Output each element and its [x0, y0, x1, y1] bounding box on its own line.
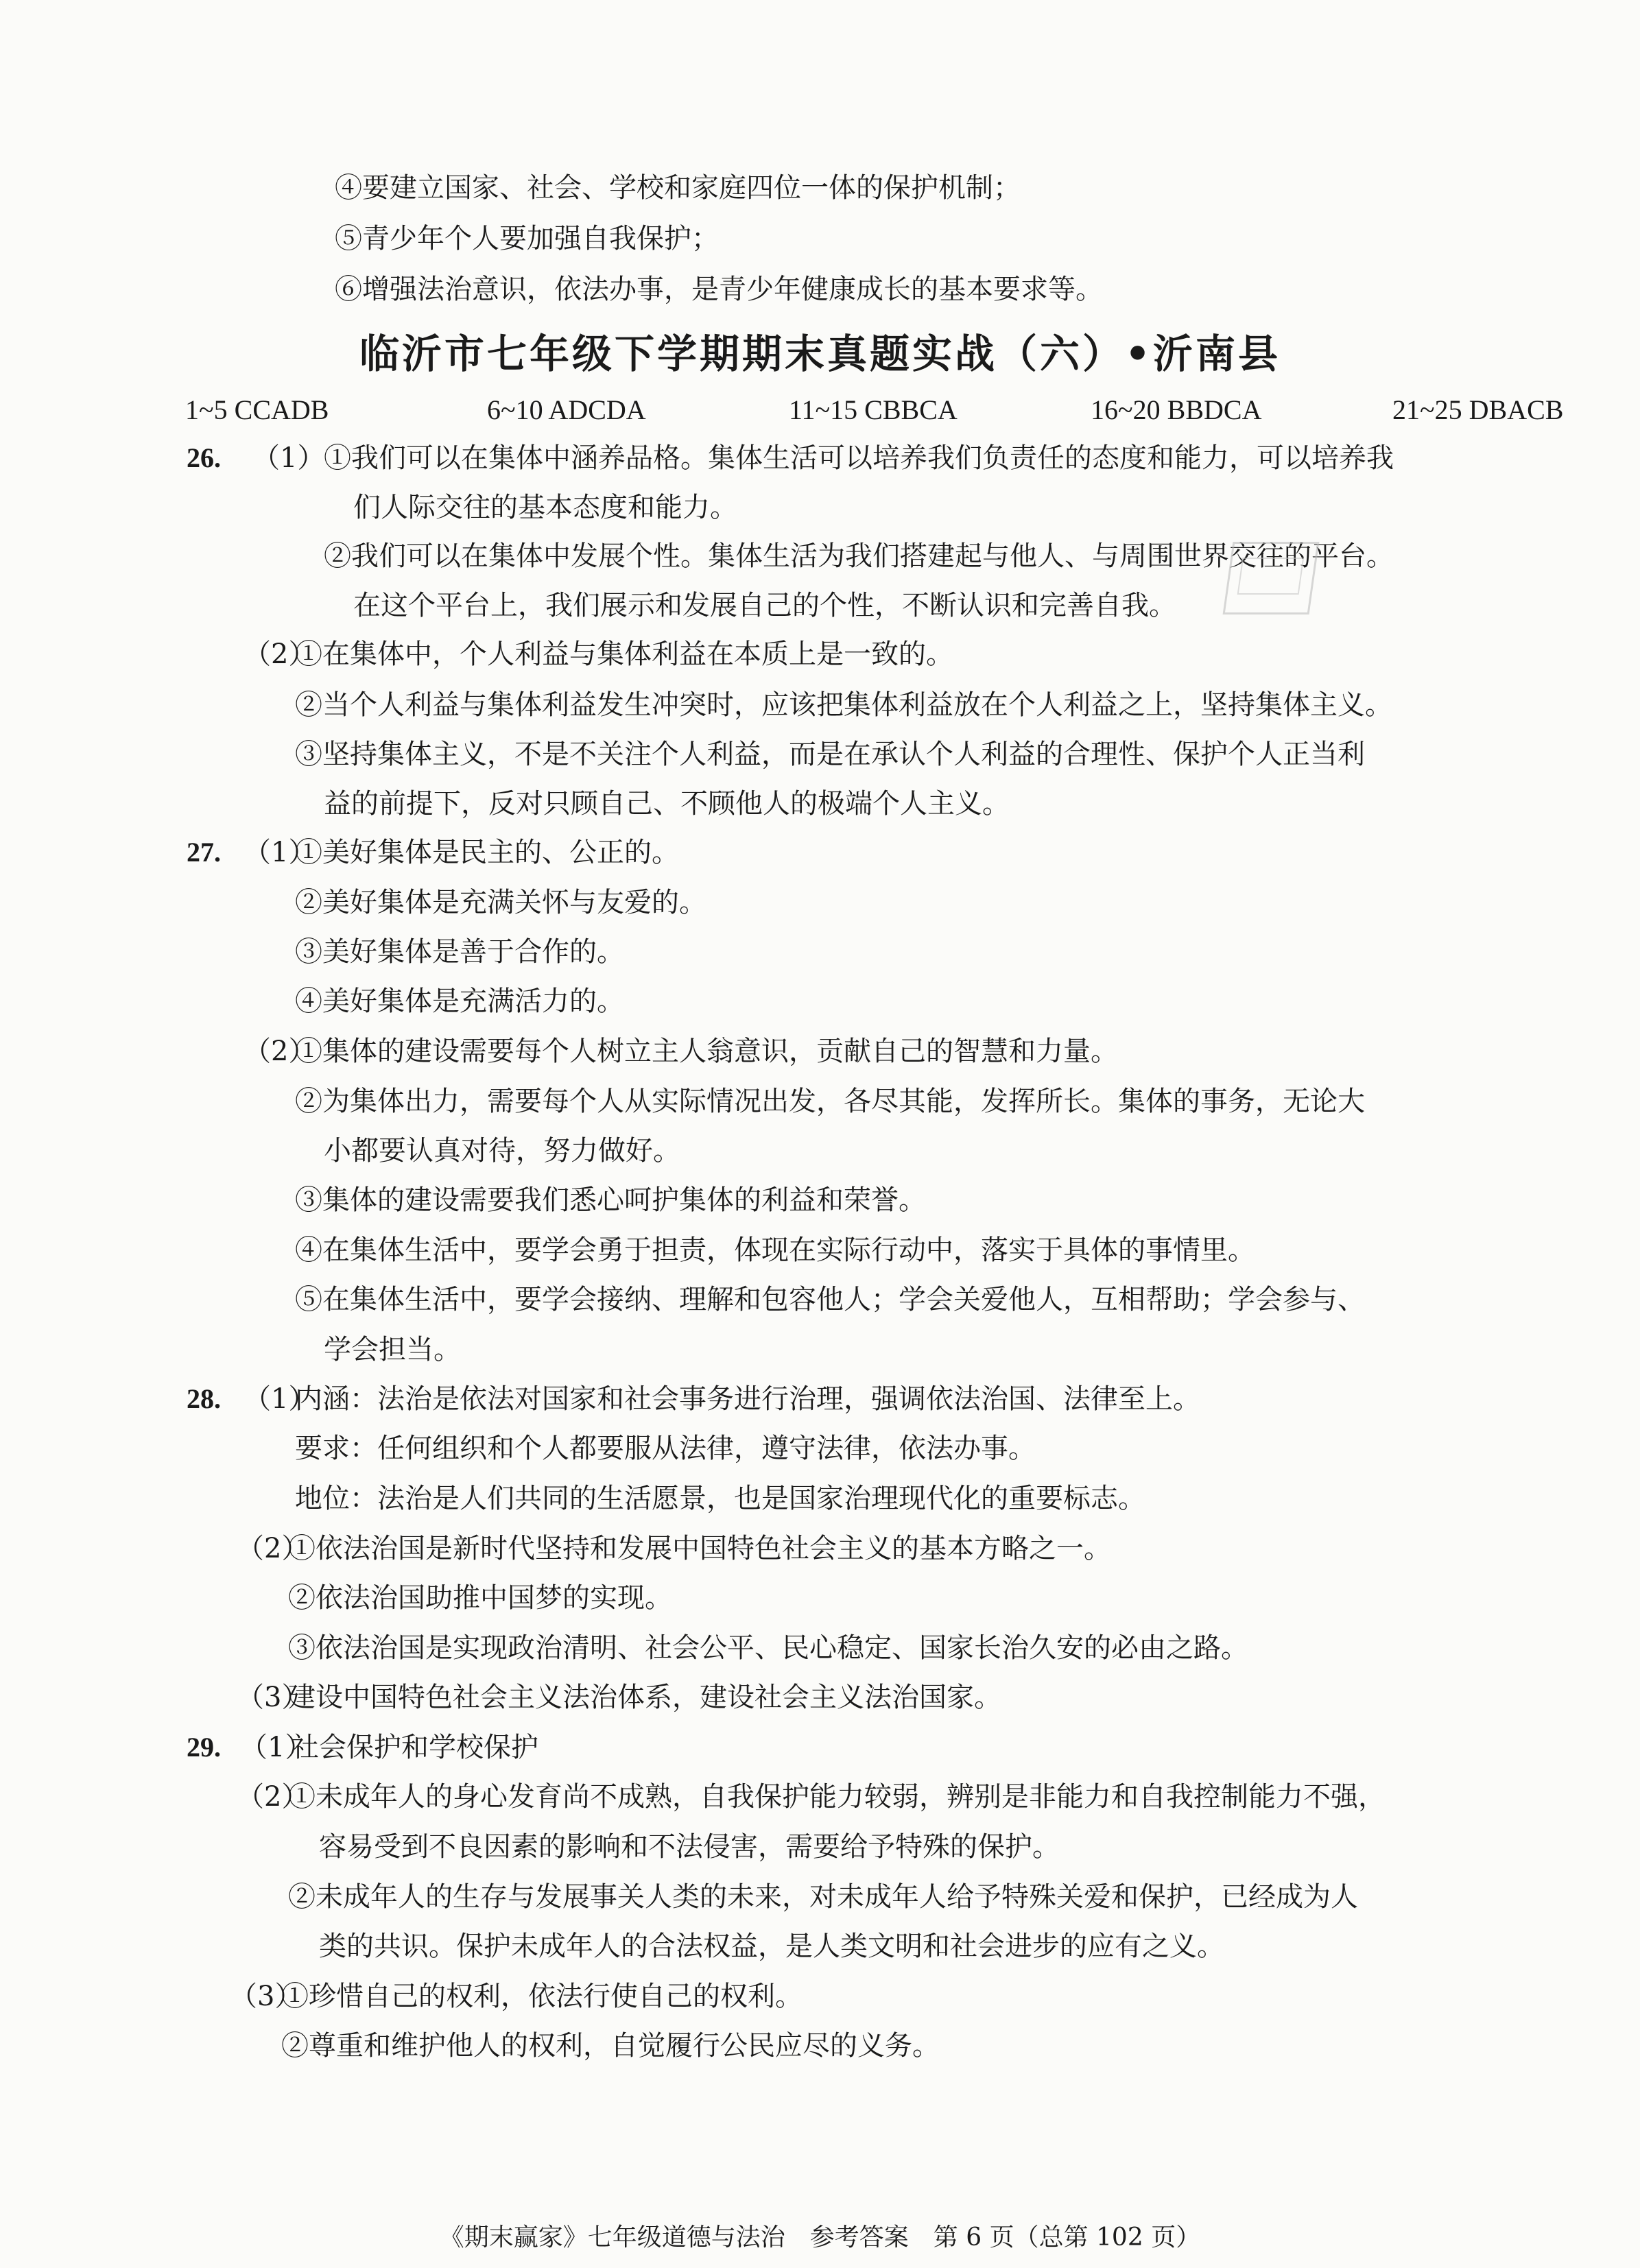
- answer-line: ③美好集体是善于合作的。: [295, 936, 624, 968]
- part-label: （2）: [237, 1781, 309, 1813]
- question-number-29: 29.: [187, 1732, 221, 1763]
- part-label: （2）: [237, 1533, 309, 1564]
- answer-group: 16~20 BBDCA: [1091, 394, 1262, 425]
- answer-line: ②尊重和维护他人的权利，自觉履行公民应尽的义务。: [281, 2030, 940, 2062]
- answer-line: ①珍惜自己的权利，依法行使自己的权利。: [281, 1981, 803, 2012]
- answer-line: ①依法治国是新时代坚持和发展中国特色社会主义的基本方略之一。: [288, 1533, 1111, 1564]
- part-label: （3）: [237, 1682, 309, 1713]
- answer-group: 11~15 CBBCA: [789, 394, 958, 425]
- answer-line: ①未成年人的身心发育尚不成熟，自我保护能力较弱，辨别是非能力和自我控制能力不强，: [288, 1781, 1386, 1813]
- question-number-26: 26.: [187, 442, 221, 473]
- answer-line: 建设中国特色社会主义法治体系，建设社会主义法治国家。: [288, 1682, 1001, 1713]
- answer-line: 要求：任何组织和个人都要服从法律，遵守法律，依法办事。: [295, 1433, 1036, 1464]
- intro-line-4: ④要建立国家、社会、学校和家庭四位一体的保护机制；: [335, 172, 1021, 204]
- answer-line: ④在集体生活中，要学会勇于担责，体现在实际行动中，落实于具体的事情里。: [295, 1234, 1255, 1266]
- answer-line: ②我们可以在集体中发展个性。集体生活为我们搭建起与他人、与周围世界交往的平台。: [324, 540, 1394, 572]
- answer-line: 益的前提下，反对只顾自己、不顾他人的极端个人主义。: [324, 788, 1010, 820]
- question-number-27: 27.: [187, 837, 221, 868]
- part-label: （2）: [243, 1036, 316, 1067]
- answer-line: ②美好集体是充满关怀与友爱的。: [295, 887, 706, 918]
- watermark-stamp: [1223, 542, 1320, 614]
- part-label: （2）: [243, 638, 316, 670]
- answer-line: ①我们可以在集体中涵养品格。集体生活可以培养我们负责任的态度和能力，可以培养我: [324, 442, 1394, 474]
- answer-line: 社会保护和学校保护: [292, 1732, 538, 1763]
- answer-line: 类的共识。保护未成年人的合法权益，是人类文明和社会进步的应有之义。: [319, 1931, 1224, 1962]
- answer-line: 小都要认真对待，努力做好。: [324, 1135, 680, 1167]
- answer-line: ②依法治国助推中国梦的实现。: [288, 1582, 672, 1614]
- answer-line: 学会担当。: [324, 1334, 461, 1365]
- intro-line-6: ⑥增强法治意识，依法办事，是青少年健康成长的基本要求等。: [335, 274, 1103, 305]
- answer-line: ③依法治国是实现政治清明、社会公平、民心稳定、国家长治久安的必由之路。: [288, 1632, 1248, 1664]
- intro-line-5: ⑤青少年个人要加强自我保护；: [335, 223, 719, 254]
- answer-line: ②为集体出力，需要每个人从实际情况出发，各尽其能，发挥所长。集体的事务，无论大: [295, 1086, 1365, 1117]
- answer-line: ①在集体中，个人利益与集体利益在本质上是一致的。: [295, 638, 953, 670]
- answer-line: 容易受到不良因素的影响和不法侵害，需要给予特殊的保护。: [319, 1831, 1060, 1863]
- answer-line: ②未成年人的生存与发展事关人类的未来，对未成年人给予特殊关爱和保护，已经成为人: [288, 1881, 1358, 1913]
- part-label: （1）: [240, 1732, 313, 1763]
- answer-line: ③坚持集体主义，不是不关注个人利益，而是在承认个人利益的合理性、保护个人正当利: [295, 739, 1365, 770]
- choice-answers: [185, 391, 1563, 429]
- answer-group: 6~10 ADCDA: [487, 394, 646, 425]
- answer-line: ④美好集体是充满活力的。: [295, 986, 624, 1017]
- answer-line: ①美好集体是民主的、公正的。: [295, 837, 679, 868]
- answer-line: 在这个平台上，我们展示和发展自己的个性，不断认识和完善自我。: [353, 590, 1176, 621]
- answer-line: ①集体的建设需要每个人树立主人翁意识，贡献自己的智慧和力量。: [295, 1036, 1118, 1067]
- page-footer: 《期末赢家》七年级道德与法治 参考答案 第 6 页（总第 102 页）: [439, 2223, 1201, 2252]
- answer-group: 1~5 CCADB: [185, 394, 329, 425]
- question-number-28: 28.: [187, 1383, 221, 1414]
- answer-group: 21~25 DBACB: [1392, 394, 1564, 425]
- part-label: （1）: [243, 837, 316, 868]
- section-title: 临沂市七年级下学期期末真题实战（六）•沂南县: [359, 331, 1281, 377]
- answer-line: ③集体的建设需要我们悉心呵护集体的利益和荣誉。: [295, 1184, 926, 1216]
- answer-line: ⑤在集体生活中，要学会接纳、理解和包容他人；学会关爱他人，互相帮助；学会参与、: [295, 1284, 1365, 1315]
- answer-line: ②当个人利益与集体利益发生冲突时，应该把集体利益放在个人利益之上，坚持集体主义。: [295, 689, 1392, 721]
- answer-line: 内涵：法治是依法对国家和社会事务进行治理，强调依法治国、法律至上。: [295, 1383, 1200, 1415]
- answer-line: 地位：法治是人们共同的生活愿景，也是国家治理现代化的重要标志。: [295, 1483, 1145, 1514]
- part-label: （1）: [252, 442, 325, 474]
- part-label: （3）: [230, 1981, 302, 2012]
- answer-line: 们人际交往的基本态度和能力。: [353, 492, 737, 523]
- part-label: （1）: [243, 1383, 316, 1415]
